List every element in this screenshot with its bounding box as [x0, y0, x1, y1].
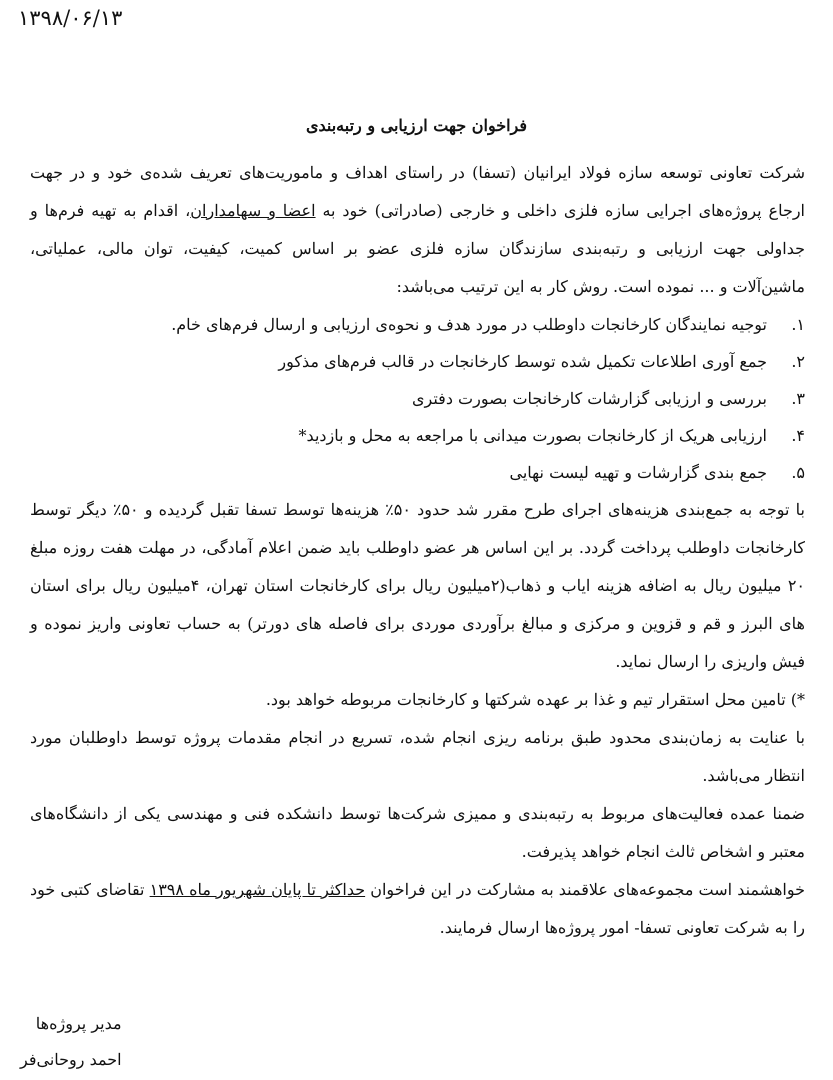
- signature-role: مدیر پروژه‌ها: [35, 1014, 122, 1033]
- step-text: ارزیابی هریک از کارخانجات بصورت میدانی با مراجعه به محل و بازدید*: [298, 426, 767, 445]
- letter-date: ۱۳۹۸/۰۶/۱۳: [18, 6, 123, 30]
- letter-body: [30, 154, 805, 947]
- closing-text-1: خواهشمند است مجموعه‌های علاقمند به مشارکت در این فراخوان: [365, 880, 805, 899]
- letter-title: فراخوان جهت ارزیابی و رتبه‌بندی: [305, 116, 528, 135]
- step-text: بررسی و ارزیابی گزارشات کارخانجات بصورت دفتری: [411, 389, 767, 408]
- signature-name: احمد روحانی‌فر: [20, 1050, 122, 1069]
- step-text: توجیه نمایندگان کارخانجات داوطلب در مورد هدف و نحوه‌ی ارزیابی و ارسال فرم‌های خام.: [171, 315, 767, 334]
- supervision-paragraph: ضمنا عمده فعالیت‌های مربوط به رتبه‌بندی و ممیزی شرکت‌ها توسط دانشکده فنی و مهندسی یکی از دانشگاه‌های معتبر و اشخاص ثالث انجام خواهد پذیرفت.: [30, 804, 805, 861]
- steps-list: [30, 306, 805, 491]
- step-item: [30, 380, 805, 417]
- step-item: [30, 306, 805, 343]
- intro-text-2: ، اقدام به تهیه فرم‌ها و جداولی جهت ارزیابی و رتبه‌بندی سازندگان سازه فلزی عضو بر اساس کمیت، کیفیت، توان مالی، عملیاتی، ماشین‌آلات و ... نموده است. روش کار به این ترتیب می‌باشد:: [30, 201, 805, 296]
- timing-paragraph: با عنایت به زمان‌بندی محدود طبق برنامه ریزی انجام شده، تسریع در انجام مقدمات پروژه توسط داوطلبان مورد انتظار می‌باشد.: [30, 728, 805, 785]
- step-item: [30, 417, 805, 454]
- signature-block: [20, 1006, 122, 1078]
- step-item: [30, 454, 805, 491]
- step-number: ۲.: [791, 352, 805, 371]
- step-text: جمع بندی گزارشات و تهیه لیست نهایی: [509, 463, 767, 482]
- intro-paragraph: [30, 154, 805, 306]
- step-text: جمع آوری اطلاعات تکمیل شده توسط کارخانجات در قالب فرم‌های مذکور: [278, 352, 767, 371]
- step-number: ۵.: [791, 463, 805, 482]
- cost-paragraph: با توجه به جمع‌بندی هزینه‌های اجرای طرح مقرر شد حدود ۵۰٪ هزینه‌ها توسط تسفا تقبل گردیده و ۵۰٪ دیگر توسط کارخانجات داوطلب پرداخت گردد. بر این اساس هر عضو داوطلب باید ضمن اعلام آمادگی، در مهلت هفت روزه مبلغ ۲۰ میلیون ریال به اضافه هزینه ایاب و ذهاب(۲میلیون ریال برای کارخانجات استان تهران، ۴میلیون ریال برای استان های البرز و قم و قزوین و مرکزی و مبالغ برآوردی موردی برای فاصله های دورتر) به حساب تعاونی واریز نموده و فیش واریزی را ارسال نماید.: [30, 500, 806, 671]
- closing-text-2: تقاضای کتبی خود را به شرکت تعاونی تسفا- امور پروژه‌ها ارسال فرمایند.: [30, 880, 805, 937]
- footnote: *) تامین محل استقرار تیم و غذا بر عهده شرکتها و کارخانجات مربوطه خواهد بود.: [265, 690, 805, 709]
- step-number: ۳.: [791, 389, 805, 408]
- deadline-underlined-text: حداکثر تا پایان شهریور ماه ۱۳۹۸: [149, 880, 366, 899]
- closing-paragraph: [30, 871, 805, 947]
- intro-text-1: شرکت تعاونی توسعه سازه فولاد ایرانیان (تسفا) در راستای اهداف و ماموریت‌های تعریف شده‌ی خود و در جهت ارجاع پروژه‌های اجرایی سازه فلزی داخلی و خارجی (صادراتی) خود به: [30, 163, 806, 220]
- step-number: ۴.: [791, 426, 805, 445]
- step-number: ۱.: [791, 315, 805, 334]
- intro-underlined-text: اعضا و سهامداران: [190, 201, 316, 220]
- step-item: [30, 343, 805, 380]
